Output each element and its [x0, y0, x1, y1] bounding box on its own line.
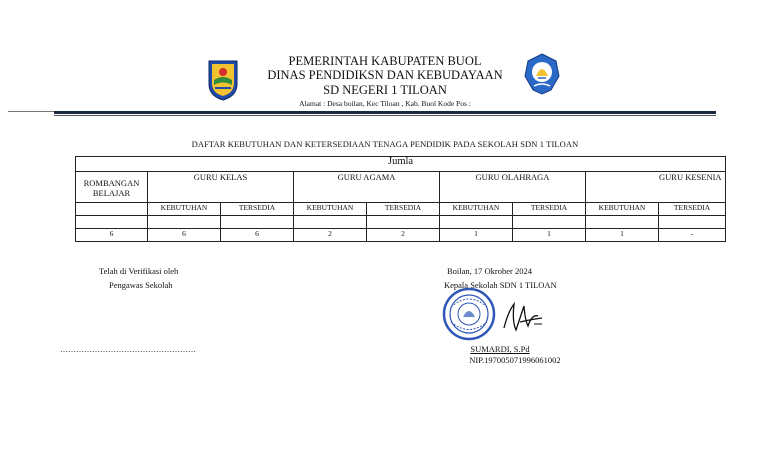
- column-header-rombel: ROMBANGAN BELAJAR: [76, 172, 148, 203]
- sub-header-tersedia: TERSEDIA: [221, 203, 294, 216]
- header-address: Alamat : Desa boilan, Kec Tiloan , Kab. Buol Kode Pos :: [299, 99, 471, 108]
- sub-header-kebutuhan: KEBUTUHAN: [148, 203, 221, 216]
- table-row-values: [76, 229, 726, 242]
- principal-position: Kepala Sekolah SDN 1 TILOAN: [444, 280, 557, 290]
- teacher-needs-table: [75, 156, 726, 242]
- principal-name: SUMARDI, S.Pd: [470, 344, 530, 354]
- document-title: DAFTAR KEBUTUHAN DAN KETERSEDIAAN TENAGA PENDIDIK PADA SEKOLAH SDN 1 TILOAN: [191, 139, 579, 149]
- sub-header-tersedia: TERSEDIA: [659, 203, 726, 216]
- principal-nip: NIP.197005071996061002: [469, 355, 561, 365]
- school-stamp-icon: [441, 287, 499, 341]
- header-government: PEMERINTAH KABUPATEN BUOL: [288, 54, 482, 68]
- header-department: DINAS PENDIDIKSN DAN KEBUDAYAAN: [267, 68, 503, 82]
- principal-signature-icon: [498, 292, 546, 338]
- supervisor-signature-line: ……………………………………………: [60, 345, 196, 354]
- group-header-guru-kesenian: GURU KESENIA: [586, 172, 726, 203]
- cell-value: 2: [294, 229, 367, 242]
- cell-value: 1: [440, 229, 513, 242]
- sub-header-kebutuhan: KEBUTUHAN: [586, 203, 659, 216]
- supervisor-label: Pengawas Sekolah: [109, 280, 173, 290]
- cell-value: 1: [586, 229, 659, 242]
- sub-header-blank: [76, 203, 148, 216]
- table-row-empty: [76, 216, 726, 229]
- header-rule-thin: [54, 115, 716, 116]
- header-rule-left: [8, 111, 54, 112]
- sub-header-kebutuhan: KEBUTUHAN: [294, 203, 367, 216]
- cell-value: 2: [367, 229, 440, 242]
- cell-value: 1: [513, 229, 586, 242]
- header-school-name: SD NEGERI 1 TILOAN: [323, 83, 447, 97]
- cell-value: 6: [221, 229, 294, 242]
- cell-value: 6: [148, 229, 221, 242]
- group-header-guru-olahraga: GURU OLAHRAGA: [440, 172, 586, 203]
- table-header-jumla: Jumla: [76, 157, 726, 172]
- cell-value: -: [659, 229, 726, 242]
- group-header-guru-agama: GURU AGAMA: [294, 172, 440, 203]
- sub-header-tersedia: TERSEDIA: [513, 203, 586, 216]
- verification-label: Telah di Verifikasi oleh: [99, 266, 179, 276]
- sub-header-kebutuhan: KEBUTUHAN: [440, 203, 513, 216]
- kabupaten-buol-emblem-icon: [206, 58, 240, 102]
- place-date: Boilan, 17 Okrober 2024: [447, 266, 532, 276]
- group-header-guru-kelas: GURU KELAS: [148, 172, 294, 203]
- tut-wuri-handayani-logo-icon: [522, 52, 562, 96]
- cell-rombel: 6: [76, 229, 148, 242]
- header-rule-thick: [54, 111, 716, 114]
- sub-header-tersedia: TERSEDIA: [367, 203, 440, 216]
